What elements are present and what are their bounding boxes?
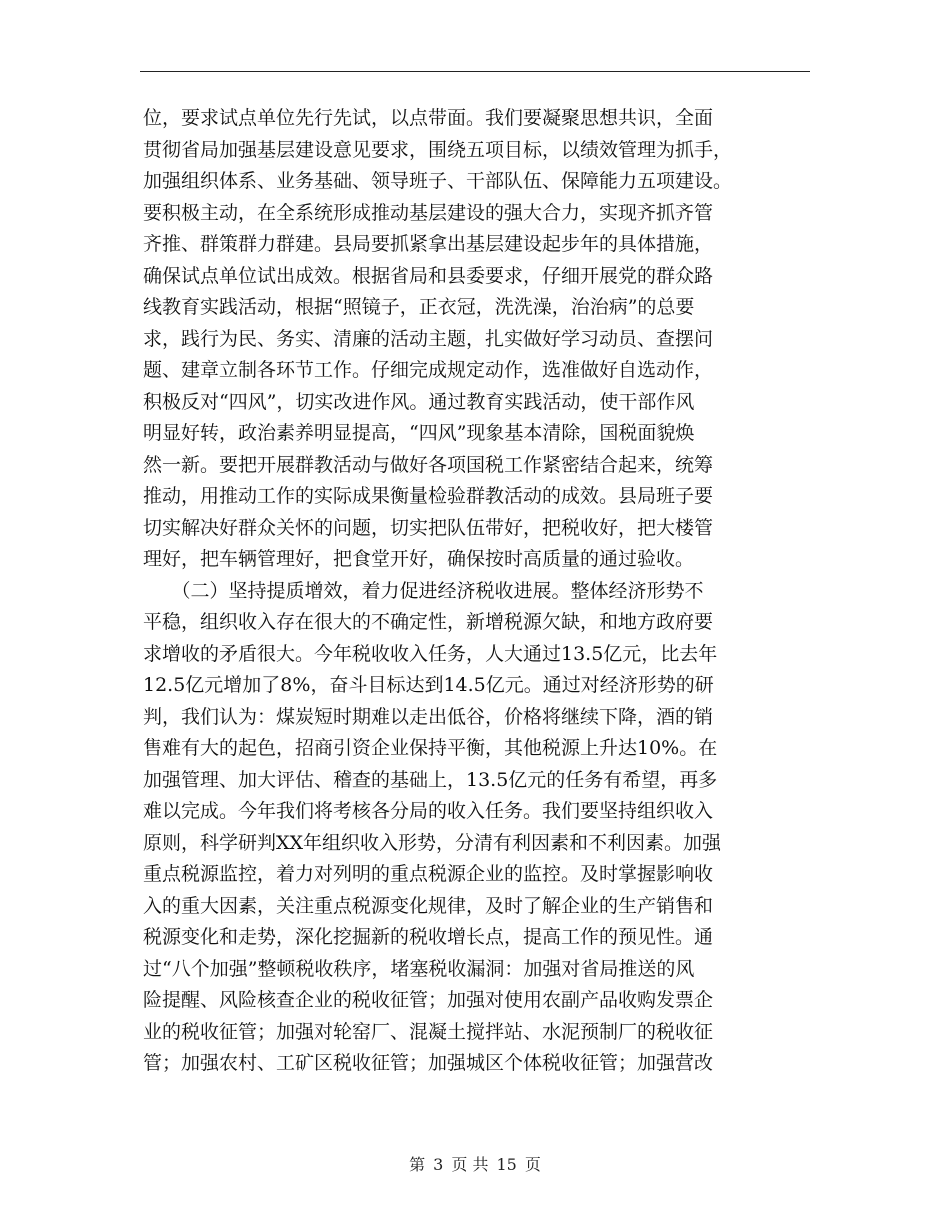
text-line: 求，践行为民、务实、清廉的活动主题，扎实做好学习动员、查摆问 (143, 327, 714, 350)
text-line: 加强管理、加大评估、稽查的基础上，13.5亿元的任务有希望，再多 (143, 768, 718, 791)
text-line: 入的重大因素，关注重点税源变化规律，及时了解企业的生产销售和 (143, 894, 714, 917)
text-line: 过“八个加强”整顿税收秩序，堵塞税收漏洞：加强对省局推送的风 (143, 957, 695, 980)
text-line: 求增收的矛盾很大。今年税收收入任务，人大通过13.5亿元，比去年 (143, 642, 718, 665)
text-line: 管；加强农村、工矿区税收征管；加强城区个体税收征管；加强营改 (143, 1052, 714, 1074)
body-text (143, 103, 811, 1080)
current-page-number: 3 (433, 1155, 444, 1174)
text-line: 业的税收征管；加强对轮窑厂、混凝土搅拌站、水泥预制厂的税收征 (143, 1020, 714, 1043)
text-line: 平稳，组织收入存在很大的不确定性，新增税源欠缺，和地方政府要 (143, 611, 714, 633)
text-line: 原则，科学研判XX年组织收入形势，分清有利因素和不利因素。加强 (143, 831, 722, 854)
text-line: 售难有大的起色，招商引资企业保持平衡，其他税源上升达10%。在 (143, 737, 718, 759)
footer-prefix: 第 (409, 1155, 426, 1174)
text-line: 理好，把车辆管理好，把食堂开好，确保按时高质量的通过验收。 (143, 548, 695, 570)
text-line: （二）坚持提质增效，着力促进经济税收进展。整体经济形势不 (143, 579, 704, 602)
text-line: 题、建章立制各环节工作。仔细完成规定动作，选准做好自选动作， (143, 359, 714, 381)
page-footer (0, 1152, 950, 1175)
total-pages-number: 15 (496, 1155, 517, 1174)
footer-middle: 页 共 (451, 1155, 489, 1174)
text-line: 明显好转，政治素养明显提高，“四风”现象基本清除，国税面貌焕 (143, 422, 695, 444)
text-line: 加强组织体系、业务基础、领导班子、干部队伍、保障能力五项建设。 (143, 170, 733, 192)
footer-suffix: 页 (524, 1155, 541, 1174)
text-line: 12.5亿元增加了8%，奋斗目标达到14.5亿元。通过对经济形势的研 (143, 674, 714, 696)
text-line: 贯彻省局加强基层建设意见要求，围绕五项目标，以绩效管理为抓手， (143, 138, 733, 161)
text-line: 税源变化和走势，深化挖掘新的税收增长点，提高工作的预见性。通 (143, 926, 714, 948)
text-line: 难以完成。今年我们将考核各分局的收入任务。我们要坚持组织收入 (143, 800, 714, 822)
header-rule (140, 71, 810, 72)
text-line: 推动，用推动工作的实际成果衡量检验群教活动的成效。县局班子要 (143, 485, 714, 507)
text-line: 切实解决好群众关怀的问题，切实把队伍带好，把税收好，把大楼管 (143, 516, 714, 539)
text-line: 确保试点单位试出成效。根据省局和县委要求，仔细开展党的群众路 (143, 264, 714, 287)
text-line: 要积极主动，在全系统形成推动基层建设的强大合力，实现齐抓齐管 (143, 201, 714, 224)
text-line: 线教育实践活动，根据“照镜子，正衣冠，洗洗澡，治治病”的总要 (143, 296, 695, 318)
text-line: 判，我们认为：煤炭短时期难以走出低谷，价格将继续下降，酒的销 (143, 705, 714, 728)
text-line: 险提醒、风险核查企业的税收征管；加强对使用农副产品收购发票企 (143, 989, 714, 1011)
text-line: 齐推、群策群力群建。县局要抓紧拿出基层建设起步年的具体措施， (143, 233, 714, 255)
text-line: 位，要求试点单位先行先试，以点带面。我们要凝聚思想共识，全面 (143, 107, 714, 129)
text-line: 积极反对“四风”，切实改进作风。通过教育实践活动，使干部作风 (143, 390, 695, 413)
text-line: 然一新。要把开展群教活动与做好各项国税工作紧密结合起来，统筹 (143, 453, 714, 476)
text-line: 重点税源监控，着力对列明的重点税源企业的监控。及时掌握影响收 (143, 863, 714, 885)
